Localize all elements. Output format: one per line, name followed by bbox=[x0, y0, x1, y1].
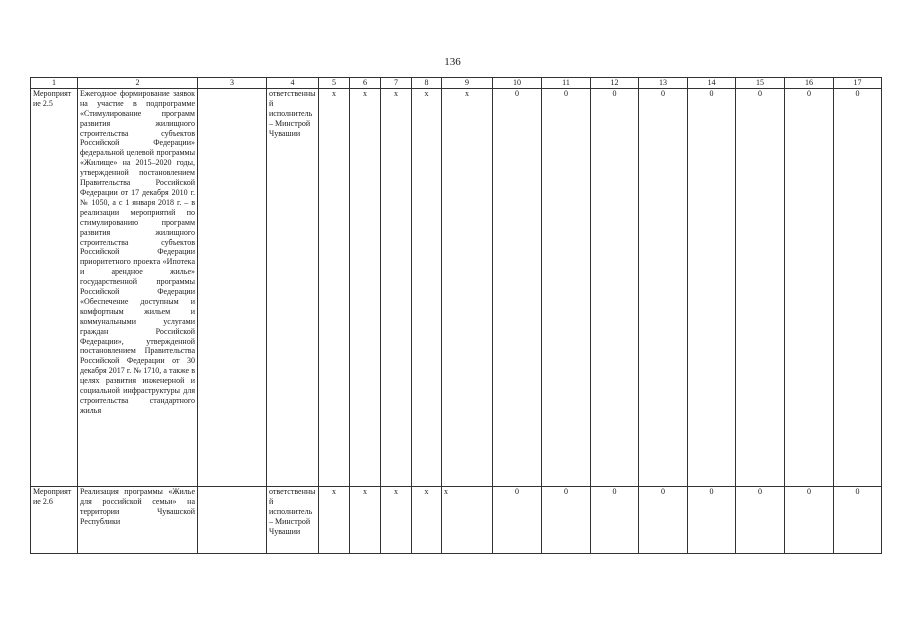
header-cell: 11 bbox=[542, 78, 591, 89]
value-cell: 0 bbox=[542, 486, 591, 553]
col3-cell bbox=[198, 486, 267, 553]
responsible-executor: ответственный исполнитель – Минстрой Чувашии bbox=[267, 486, 319, 553]
header-cell: 14 bbox=[688, 78, 736, 89]
header-cell: 8 bbox=[412, 78, 442, 89]
value-cell: x bbox=[442, 88, 493, 486]
header-cell: 5 bbox=[319, 78, 350, 89]
header-cell: 13 bbox=[639, 78, 688, 89]
activity-id: Мероприятие 2.5 bbox=[31, 88, 78, 486]
header-cell: 9 bbox=[442, 78, 493, 89]
value-cell: x bbox=[381, 88, 412, 486]
activity-id: Мероприятие 2.6 bbox=[31, 486, 78, 553]
header-cell: 16 bbox=[785, 78, 834, 89]
header-cell: 6 bbox=[350, 78, 381, 89]
value-cell: x bbox=[319, 486, 350, 553]
value-cell: 0 bbox=[493, 486, 542, 553]
value-cell: x bbox=[319, 88, 350, 486]
program-table bbox=[30, 77, 882, 554]
value-cell: x bbox=[412, 486, 442, 553]
header-cell: 2 bbox=[78, 78, 198, 89]
value-cell: x bbox=[350, 486, 381, 553]
value-cell: 0 bbox=[591, 486, 639, 553]
header-cell: 1 bbox=[31, 78, 78, 89]
value-cell: 0 bbox=[834, 486, 882, 553]
header-cell: 17 bbox=[834, 78, 882, 89]
header-cell: 15 bbox=[736, 78, 785, 89]
value-cell: x bbox=[442, 486, 493, 553]
value-cell: 0 bbox=[688, 486, 736, 553]
header-cell: 12 bbox=[591, 78, 639, 89]
header-cell: 10 bbox=[493, 78, 542, 89]
activity-description: Реализация программы «Жилье для российской семьи» на территории Чувашской Республики bbox=[78, 486, 198, 553]
value-cell: x bbox=[350, 88, 381, 486]
value-cell: 0 bbox=[542, 88, 591, 486]
value-cell: 0 bbox=[736, 88, 785, 486]
header-cell: 7 bbox=[381, 78, 412, 89]
page-number: 136 bbox=[444, 56, 461, 68]
header-cell: 3 bbox=[198, 78, 267, 89]
header-cell: 4 bbox=[267, 78, 319, 89]
value-cell: 0 bbox=[493, 88, 542, 486]
value-cell: 0 bbox=[785, 88, 834, 486]
value-cell: x bbox=[412, 88, 442, 486]
value-cell: 0 bbox=[785, 486, 834, 553]
activity-description: Ежегодное формирование заявок на участие в подпрограмме «Стимулирование программ развития жилищного строительства субъектов Российской Федерации» федеральной целевой программы «Жилище» на 2015–2020 годы, утвержденной постановлением Правительства Российской Федерации от 17 декабря 2010 г. № 1050, а с 1 января 2018 г. – в реализации мероприятий по стимулированию программ развития жилищного строительства субъектов Российской Федерации приоритетного проекта «Ипотека и арендное жилье» государственной программы Российской Федерации «Обеспечение доступным и комфортным жильем и коммунальными услугами граждан Российской Федерации», утвержденной постановлением Правительства Российской Федерации от 30 декабря 2017 г. № 1710, а также в целях развития инженерной и социальной инфраструктуры для строительства стандартного жилья bbox=[78, 88, 198, 486]
value-cell: x bbox=[381, 486, 412, 553]
col3-cell bbox=[198, 88, 267, 486]
header-row bbox=[31, 78, 882, 89]
table-row bbox=[31, 486, 882, 553]
value-cell: 0 bbox=[639, 486, 688, 553]
responsible-executor: ответственный исполнитель – Минстрой Чувашии bbox=[267, 88, 319, 486]
table-row bbox=[31, 88, 882, 486]
value-cell: 0 bbox=[639, 88, 688, 486]
value-cell: 0 bbox=[736, 486, 785, 553]
value-cell: 0 bbox=[688, 88, 736, 486]
value-cell: 0 bbox=[591, 88, 639, 486]
value-cell: 0 bbox=[834, 88, 882, 486]
